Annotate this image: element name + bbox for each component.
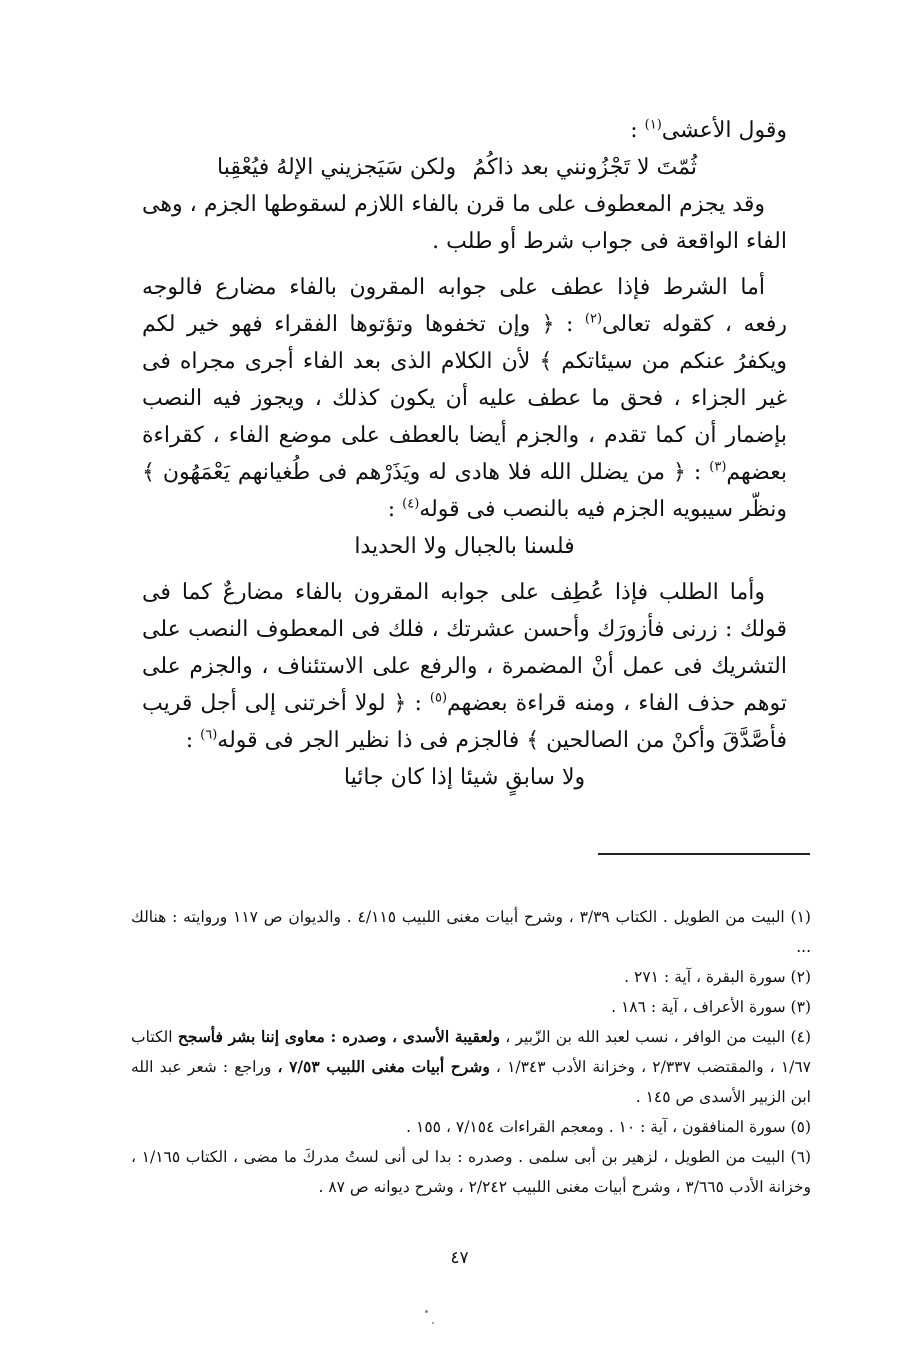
paragraph-3-colon: : <box>185 728 201 753</box>
footnote-4 <box>131 1022 811 1112</box>
paragraph-1: وقد يجزم المعطوف على ما قرن بالفاء اللازم لسقوطها الجزم ، وهى الفاء الواقعة فى جواب شرط أو طلب . <box>142 192 787 254</box>
scan-speck <box>425 1310 428 1313</box>
intro-line <box>142 112 787 149</box>
paragraph-2-part-a: أما الشرط فإذا عطف على جوابه المقرون بالفاء مضارع فالوجه رفعه ، كقوله تعالى <box>142 275 787 337</box>
footnote-ref-6: (٦) <box>200 727 218 743</box>
footnote-ref-5: (٥) <box>429 690 448 706</box>
verse-1 <box>142 149 787 186</box>
footnote-2: (٢) سورة البقرة ، آية : ٢٧١ . <box>624 968 811 986</box>
scan-speck <box>432 1322 434 1324</box>
verse-1-first-hemistich: ثُمّتَ لا تَجْزُونني بعد ذاكُمُ <box>472 155 697 180</box>
footnote-4-part-e: وراجع : شعر عبد الله ابن الزبير الأسدى ص ١٤٥ . <box>131 1058 811 1106</box>
footnote-4-part-c: الكتاب ١/٦٧ ، والمقتضب ٢/٣٣٧ ، وخزانة الأدب ١/٣٤٣ ، <box>131 1028 812 1076</box>
footnote-4-part-d: وشرح أبيات مغنى اللبيب ٧/٥٣ ، <box>277 1057 490 1076</box>
footnote-4-part-b: ولعقيبة الأسدى ، وصدره : معاوى إننا بشر فأسجح <box>177 1027 501 1046</box>
paragraph-3-part-b: : ﴿ لولا أخرتنى إلى أجل قريب فأصَّدَّقَ وأكنْ من الصالحين ﴾ فالجزم فى ذا نظير الجر فى قوله <box>142 691 787 753</box>
main-text <box>142 112 787 796</box>
verse-1-second-hemistich: ولكن سَيَجزيني الإلهُ فيُعْقِبا <box>217 155 457 180</box>
footnote-4-part-a: (٤) البيت من الوافر ، نسب لعبد الله بن الزّبير ، <box>500 1028 811 1046</box>
footnote-6: (٦) البيت من الطويل ، لزهير بن أبى سلمى . وصدره : بدا لى أنى لستُ مدركَ ما مضى ، الكتاب ١/١٦٥ ، وخزانة الأدب ٣/٦٦٥ ، وشرح أبيات مغنى اللبيب ٢/٢٤٢ ، وشرح ديوانه ص ٨٧ . <box>131 1148 811 1196</box>
paragraph-2-colon: : <box>387 497 403 522</box>
paragraph-2-part-b: : ﴿ وإن تخفوها وتؤتوها الفقراء فهو خير لكم ويكفرُ عنكم من سيئاتكم ﴾ لأن الكلام الذى بعد الفاء أجرى مجراه فى غير الجزاء ، فحق ما عطف عليه أن يكون كذلك ، ويجوز فيه النصب بإضمار أن كما تقدم ، والجزم أيضا بالعطف على موضع الفاء ، كقراءة بعضهم <box>142 312 787 485</box>
footnote-5: (٥) سورة المنافقون ، آية : ١٠ . ومعجم القراءات ٧/١٥٤ ، ١٥٥ . <box>406 1118 811 1136</box>
paragraph-2 <box>142 269 787 528</box>
footnote-separator <box>598 853 810 855</box>
footnote-3: (٣) سورة الأعراف ، آية : ١٨٦ . <box>611 998 811 1016</box>
intro-colon: : <box>630 118 645 143</box>
footnote-ref-3: (٣) <box>709 459 727 475</box>
footnote-1: (١) البيت من الطويل . الكتاب ٣/٣٩ ، وشرح أبيات مغنى اللبيب ٤/١١٥ . والديوان ص ١١٧ وروايته : هنالك ... <box>131 908 811 956</box>
footnotes <box>131 902 811 1202</box>
verse-2: فلسنا بالجبال ولا الحديدا <box>354 534 575 559</box>
paragraph-3 <box>142 574 787 759</box>
footnote-ref-2: (٢) <box>584 311 603 327</box>
paragraph-2-part-c: : ﴿ من يضلل الله فلا هادى له ويَذَرْهم فى طُغيانهم يَعْمَهُون ﴾ ونظّر سيبويه الجزم فيه بالنصب فى قوله <box>142 460 787 522</box>
intro-text: وقول الأعشى <box>661 118 787 143</box>
footnote-ref-4: (٤) <box>402 496 420 512</box>
page-number: ٤٧ <box>450 1248 469 1268</box>
verse-3: ولا سابقٍ شيئا إذا كان جائيا <box>343 765 586 790</box>
paragraph-3-part-a: وأما الطلب فإذا عُطِف على جوابه المقرون بالفاء مضارعٌ كما فى قولك : زرنى فأزورَك وأحسن عشرتك ، فلك فى المعطوف النصب على التشريك فى عمل أنْ المضمرة ، والرفع على الاستئناف ، والجزم على توهم حذف الفاء ، ومنه قراءة بعضهم <box>142 580 787 716</box>
footnote-ref-1: (١) <box>644 117 662 133</box>
